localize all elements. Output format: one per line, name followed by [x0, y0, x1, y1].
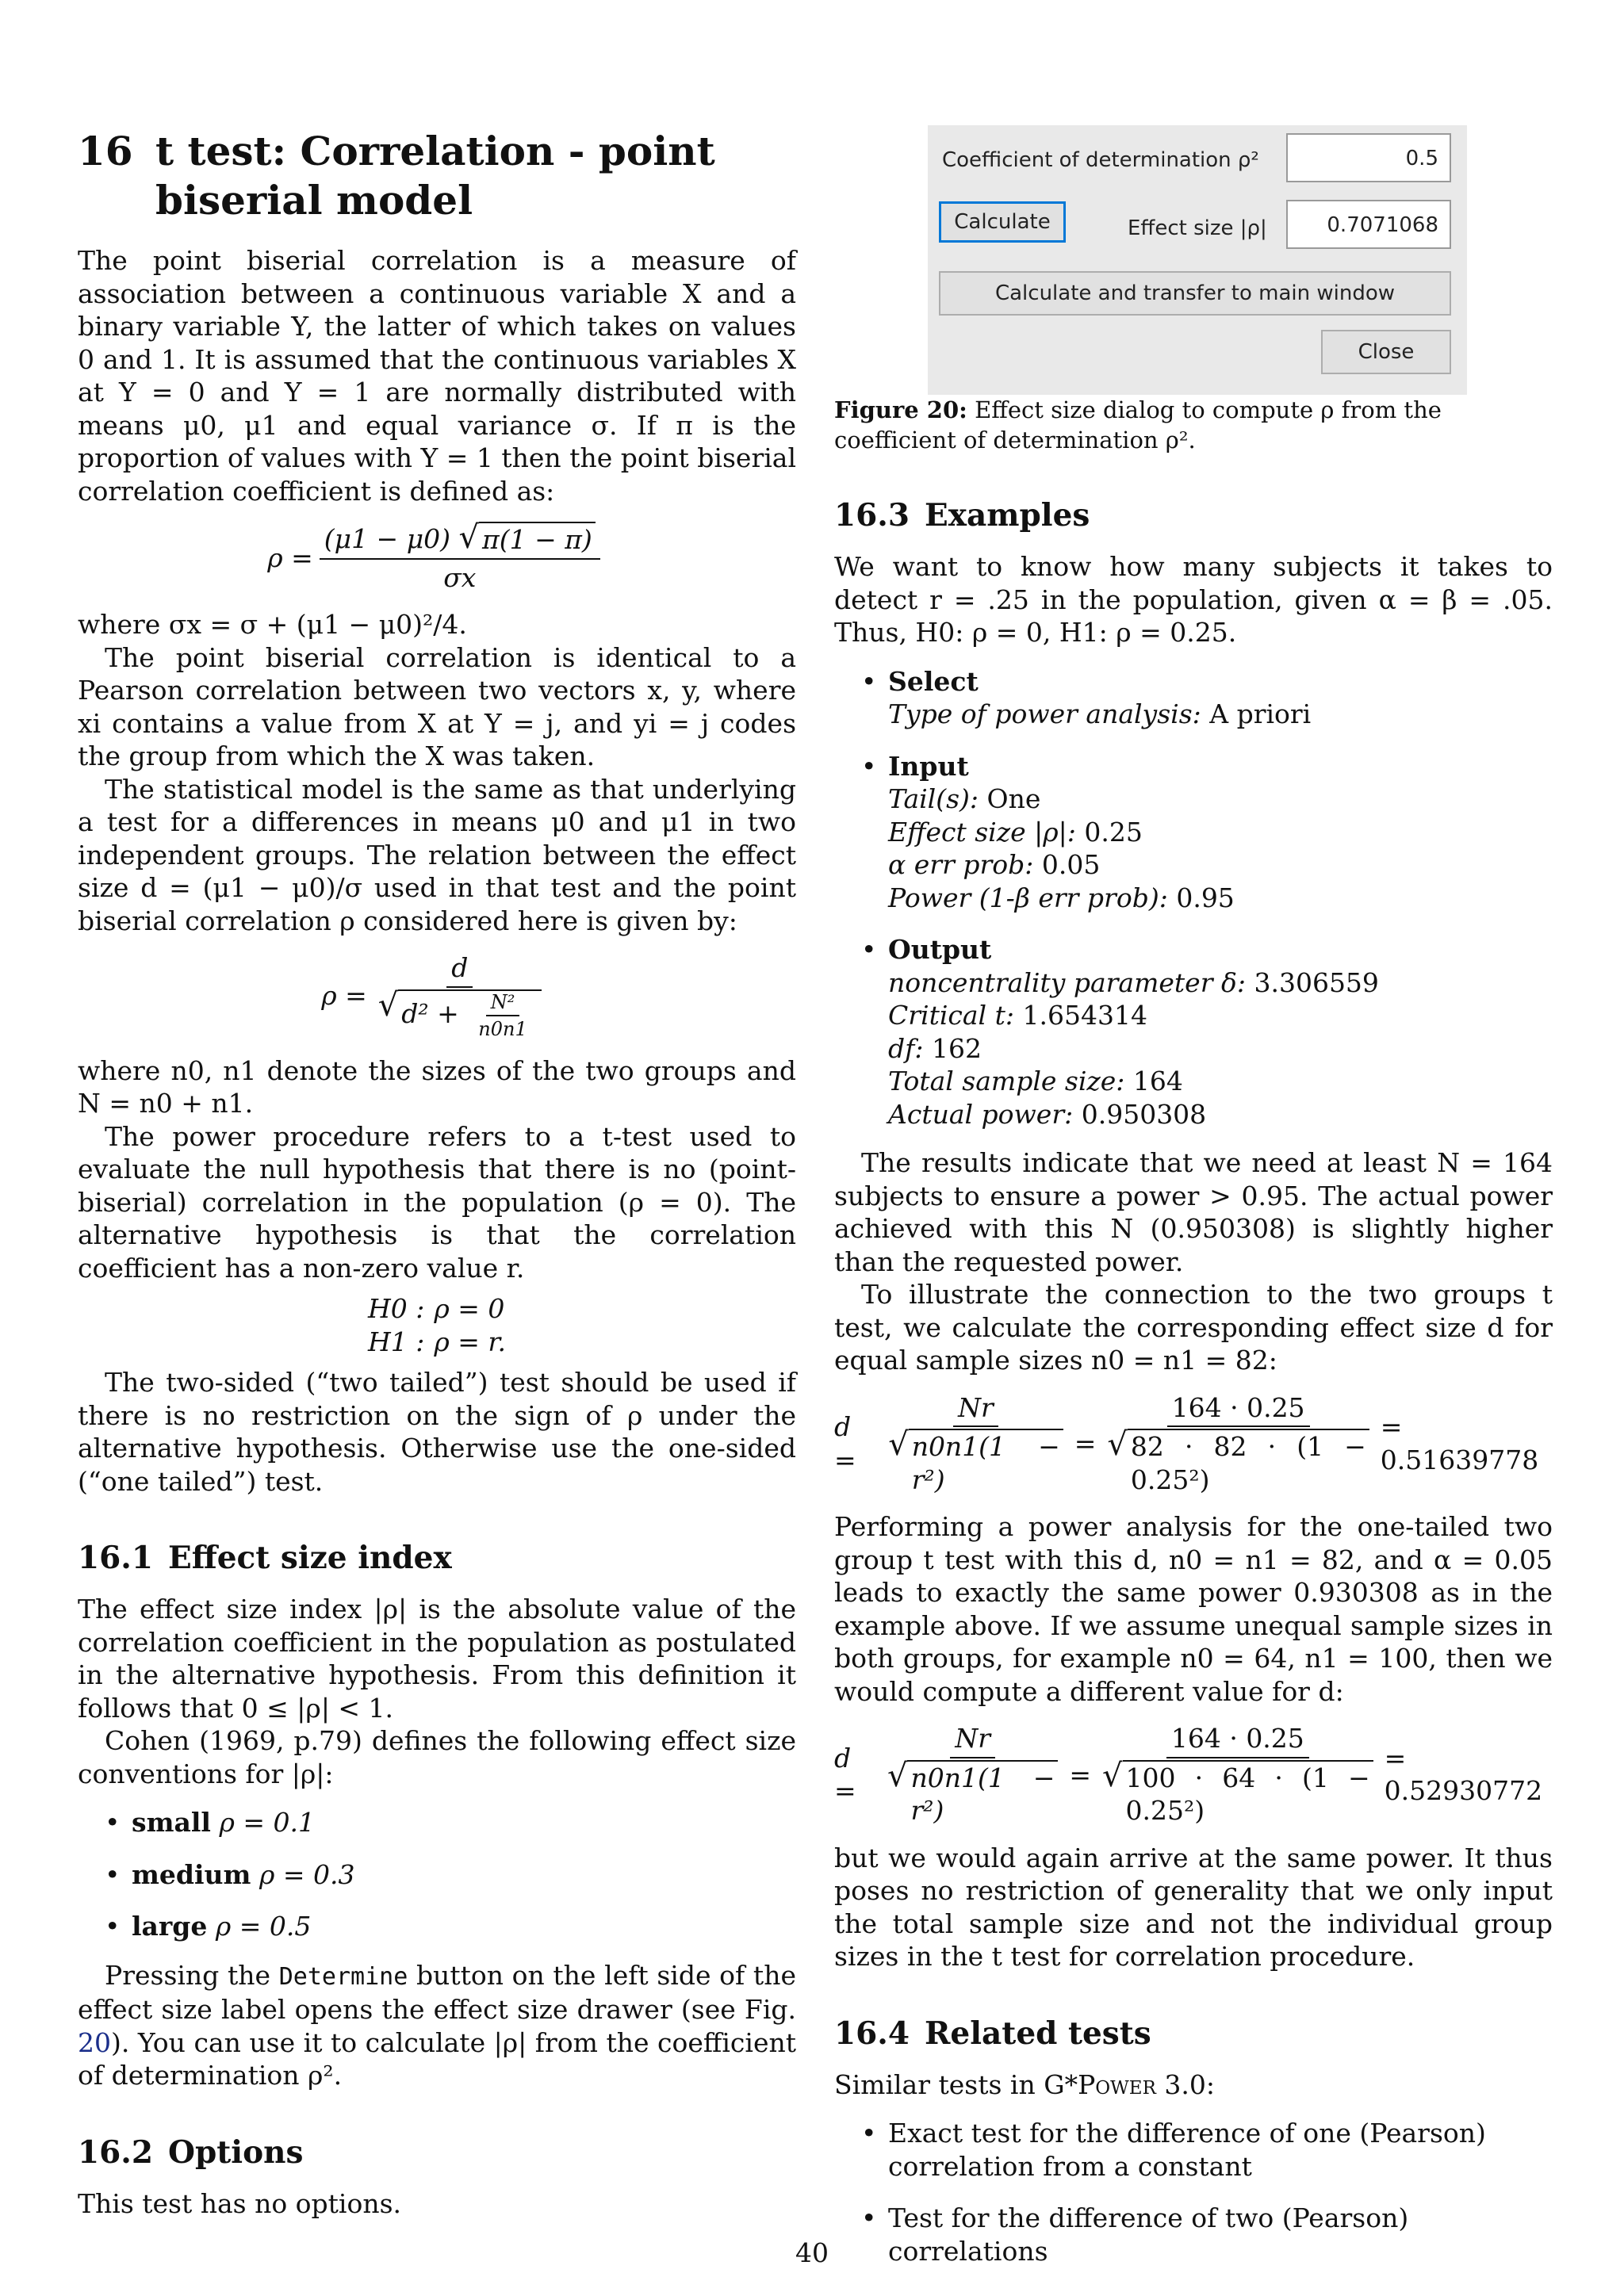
illustrate-paragraph: To illustrate the connection to the two groups t test, we calculate the corresponding effect size d for equal sample sizes n0 = n1 = 82: [834, 1279, 1553, 1376]
convention-value: ρ = 0.5 [215, 1911, 312, 1942]
h1-label: H1 : [367, 1326, 425, 1357]
list-item: • Test for the difference of two (Pearson) correlations [834, 2202, 1553, 2267]
eq1-fraction: (μ1 − μ0) √ π(1 − π) σx [320, 522, 600, 594]
subsection-number: 16.4 [834, 2015, 910, 2052]
eq3-den2: 82 · 82 · (1 − 0.25²) [1128, 1429, 1369, 1496]
effect-size-output[interactable]: 0.7071068 [1286, 200, 1451, 249]
section-number: 16 [78, 128, 133, 174]
coef-input[interactable]: 0.5 [1286, 133, 1451, 182]
perform-paragraph: Performing a power analysis for the one-tailed two group t test with this d, n0 = n1 = 82, and α = 0.05 leads to exactly the same power 0.930308 as in the example above. If we assume unequal sample sizes in both groups, for example n0 = 64, n1 = 100, then we would compute a different value for d: [834, 1511, 1553, 1707]
effect-size-label: Effect size |ρ| [1128, 216, 1267, 240]
equation-d-unequal: d = Nr √ n0n1(1 − r²) = 164 · 0.25 √ 100 · 64 · (1 − 0.25²) = 0.52930772 [834, 1722, 1553, 1827]
intro-paragraph: The point biserial correlation is a measure of association between a continuous variable X and a binary variable Y, the latter of which takes on values 0 and 1. It is assumed that the continuous variables X at Y = 0 and Y = 1 are normally distributed with means μ0, μ1 and equal variance σ. If π is the proportion of values with Y = 1 then the point biserial correlation coefficient is defined as: [78, 245, 796, 507]
output-label: Output [888, 934, 992, 965]
input-label: Input [888, 750, 969, 782]
effect-size-dialog [928, 125, 1467, 395]
section-heading [78, 127, 796, 225]
effect-size-paragraph: The effect size index |ρ| is the absolute value of the correlation coefficient in the population as postulated in the alternative hypothesis. From this definition it follows that 0 ≤ |ρ| < 1. [78, 1594, 796, 1724]
eq4-num2: 164 · 0.25 [1166, 1722, 1309, 1758]
coef-label: Coefficient of determination ρ² [942, 148, 1259, 172]
list-item [78, 1858, 796, 1892]
eq1-denominator: σx [443, 561, 477, 593]
equation-rho-d [78, 951, 796, 1040]
section-title: t test: Correlation - point biserial model [155, 128, 715, 224]
calculate-transfer-button[interactable]: Calculate and transfer to main window [939, 271, 1451, 316]
convention-label: medium [132, 1858, 251, 1890]
figure-link[interactable]: 20 [78, 2026, 111, 2058]
where-groups: where n0, n1 denote the sizes of the two groups and N = n0 + n1. [78, 1054, 796, 1119]
list-item: • Exact test for the difference of one (Pearson) correlation from a constant [834, 2117, 1553, 2183]
page-number: 40 [795, 2237, 829, 2268]
eq3-num2: 164 · 0.25 [1167, 1391, 1310, 1428]
h0-label: H0 : [367, 1293, 425, 1324]
list-item [78, 1806, 796, 1839]
where-sigma: where σx = σ + (μ1 − μ0)²/4. [78, 609, 467, 640]
subsection-title: Effect size index [168, 1540, 452, 1576]
related-intro: Similar tests in G*Power 3.0: [834, 2068, 1215, 2100]
examples-paragraph: We want to know how many subjects it takes to detect r = .25 in the population, given α = β = .05. Thus, H0: ρ = 0, H1: ρ = 0.25. [834, 551, 1553, 648]
eq4-num1: Nr [950, 1722, 995, 1758]
eq1-lhs: ρ = [267, 541, 313, 573]
eq3-num1: Nr [953, 1391, 998, 1428]
cohen-paragraph: Cohen (1969, p.79) defines the following effect size conventions for |ρ|: [78, 1725, 796, 1789]
select-label: Select [888, 665, 979, 697]
close-button[interactable]: Close [1321, 330, 1451, 374]
subsection-title: Options [168, 2133, 304, 2171]
eq2-den-frac-den: n0n1 [478, 1017, 527, 1040]
conventions-list [78, 1806, 796, 1943]
results-paragraph: The results indicate that we need at least N = 164 subjects to ensure a power > 0.95. The actual power achieved with this N (0.950308) is slightly higher than the requested power. [834, 1147, 1553, 1277]
eq4-den2: 100 · 64 · (1 − 0.25²) [1123, 1760, 1373, 1827]
eq2-den-a: d² + [401, 997, 459, 1029]
eq2-den-frac-num: N² [486, 991, 520, 1016]
convention-value: ρ = 0.3 [259, 1858, 355, 1890]
list-item: • Input Tail(s): One Effect size |ρ|: 0.25 α err prob: 0.05 Power (1-β err prob): 0.95 [834, 750, 1553, 915]
calculate-button[interactable]: Calculate [939, 201, 1066, 243]
again-paragraph: but we would again arrive at the same power. It thus poses no restriction of generality that we only input the total sample size and not the individual group sizes in the t test for correlation procedure. [834, 1842, 1553, 1972]
eq2-lhs: ρ = [321, 980, 367, 1011]
subsection-number: 16.1 [78, 1540, 153, 1576]
eq2-numerator: d [446, 951, 473, 988]
caption-text: Effect size dialog to compute ρ from the coefficient of determination ρ². [834, 396, 1442, 453]
subsection-title: Related tests [925, 2015, 1151, 2052]
caption-label: Figure 20: [834, 396, 967, 423]
eq4-den1: n0n1(1 − r²) [907, 1760, 1058, 1827]
eq1-sqrt: π(1 − π) [479, 522, 596, 557]
list-item: • Output noncentrality parameter δ: 3.306559 Critical t: 1.654314 df: 162 Total sample size: 164 Actual power: 0.950308 [834, 933, 1553, 1131]
power-paragraph: The power procedure refers to a t-test used to evaluate the null hypothesis that there is no (point-biserial) correlation in the population (ρ = 0). The alternative hypothesis is that the correlation coefficient has a non-zero value r. [78, 1120, 796, 1284]
subsection-number: 16.3 [834, 497, 910, 534]
eq3-den1: n0n1(1 − r²) [909, 1429, 1063, 1496]
eq4-result: = 0.52930772 [1384, 1742, 1543, 1807]
right-column [834, 127, 1553, 2283]
subsection-number: 16.2 [78, 2133, 153, 2171]
subsection-related [834, 2015, 1553, 2053]
eq1-numerator: (μ1 − μ0) [324, 523, 451, 554]
model-paragraph: The statistical model is the same as that underlying a test for a differences in means μ0 and μ1 in two independent groups. The relation between the effect size d = (μ1 − μ0)/σ used in that test and the point biserial correlation ρ considered here is given by: [78, 773, 796, 936]
list-item: • Select Type of power analysis: A priori [834, 665, 1553, 731]
eq3-result: = 0.51639778 [1380, 1411, 1539, 1475]
convention-label: large [132, 1911, 208, 1942]
equation-d-equal: d = Nr √ n0n1(1 − r²) = 164 · 0.25 √ 82 · 82 · (1 − 0.25²) = 0.51639778 [834, 1391, 1553, 1497]
subsection-title: Examples [925, 497, 1090, 534]
eq2-fraction: d √ d² + $\frac{\text{N²}}{n0n1}$ [373, 951, 546, 1040]
h0-value: ρ = 0 [434, 1293, 505, 1324]
example-steps [834, 665, 1553, 1131]
left-column [78, 127, 796, 2220]
subsection-effect-size [78, 1539, 796, 1577]
two-sided-paragraph: The two-sided (“two tailed”) test should be used if there is no restriction on the sign of ρ under the alternative hypothesis. Otherwise use the one-sided (“one tailed”) test. [78, 1367, 796, 1497]
hypotheses [78, 1292, 796, 1358]
determine-code: Determine [278, 1962, 408, 1991]
options-paragraph: This test has no options. [78, 2187, 402, 2219]
convention-label: small [132, 1807, 211, 1838]
equation-rho-definition [78, 519, 796, 594]
h1-value: ρ = r. [434, 1326, 507, 1357]
figure-caption [834, 395, 1553, 455]
determine-paragraph: Pressing the Determine button on the left side of the effect size label opens the effect size drawer (see Fig. 20). You can use it to calculate |ρ| from the coefficient of determination ρ². [78, 1959, 796, 2091]
convention-value: ρ = 0.1 [219, 1807, 315, 1838]
subsection-examples [834, 496, 1553, 534]
subsection-options [78, 2133, 796, 2172]
pearson-paragraph: The point biserial correlation is identical to a Pearson correlation between two vectors x, y, where xi contains a value from X at Y = j, and yi = j codes the group from which the X was taken. [78, 641, 796, 771]
list-item [78, 1910, 796, 1943]
